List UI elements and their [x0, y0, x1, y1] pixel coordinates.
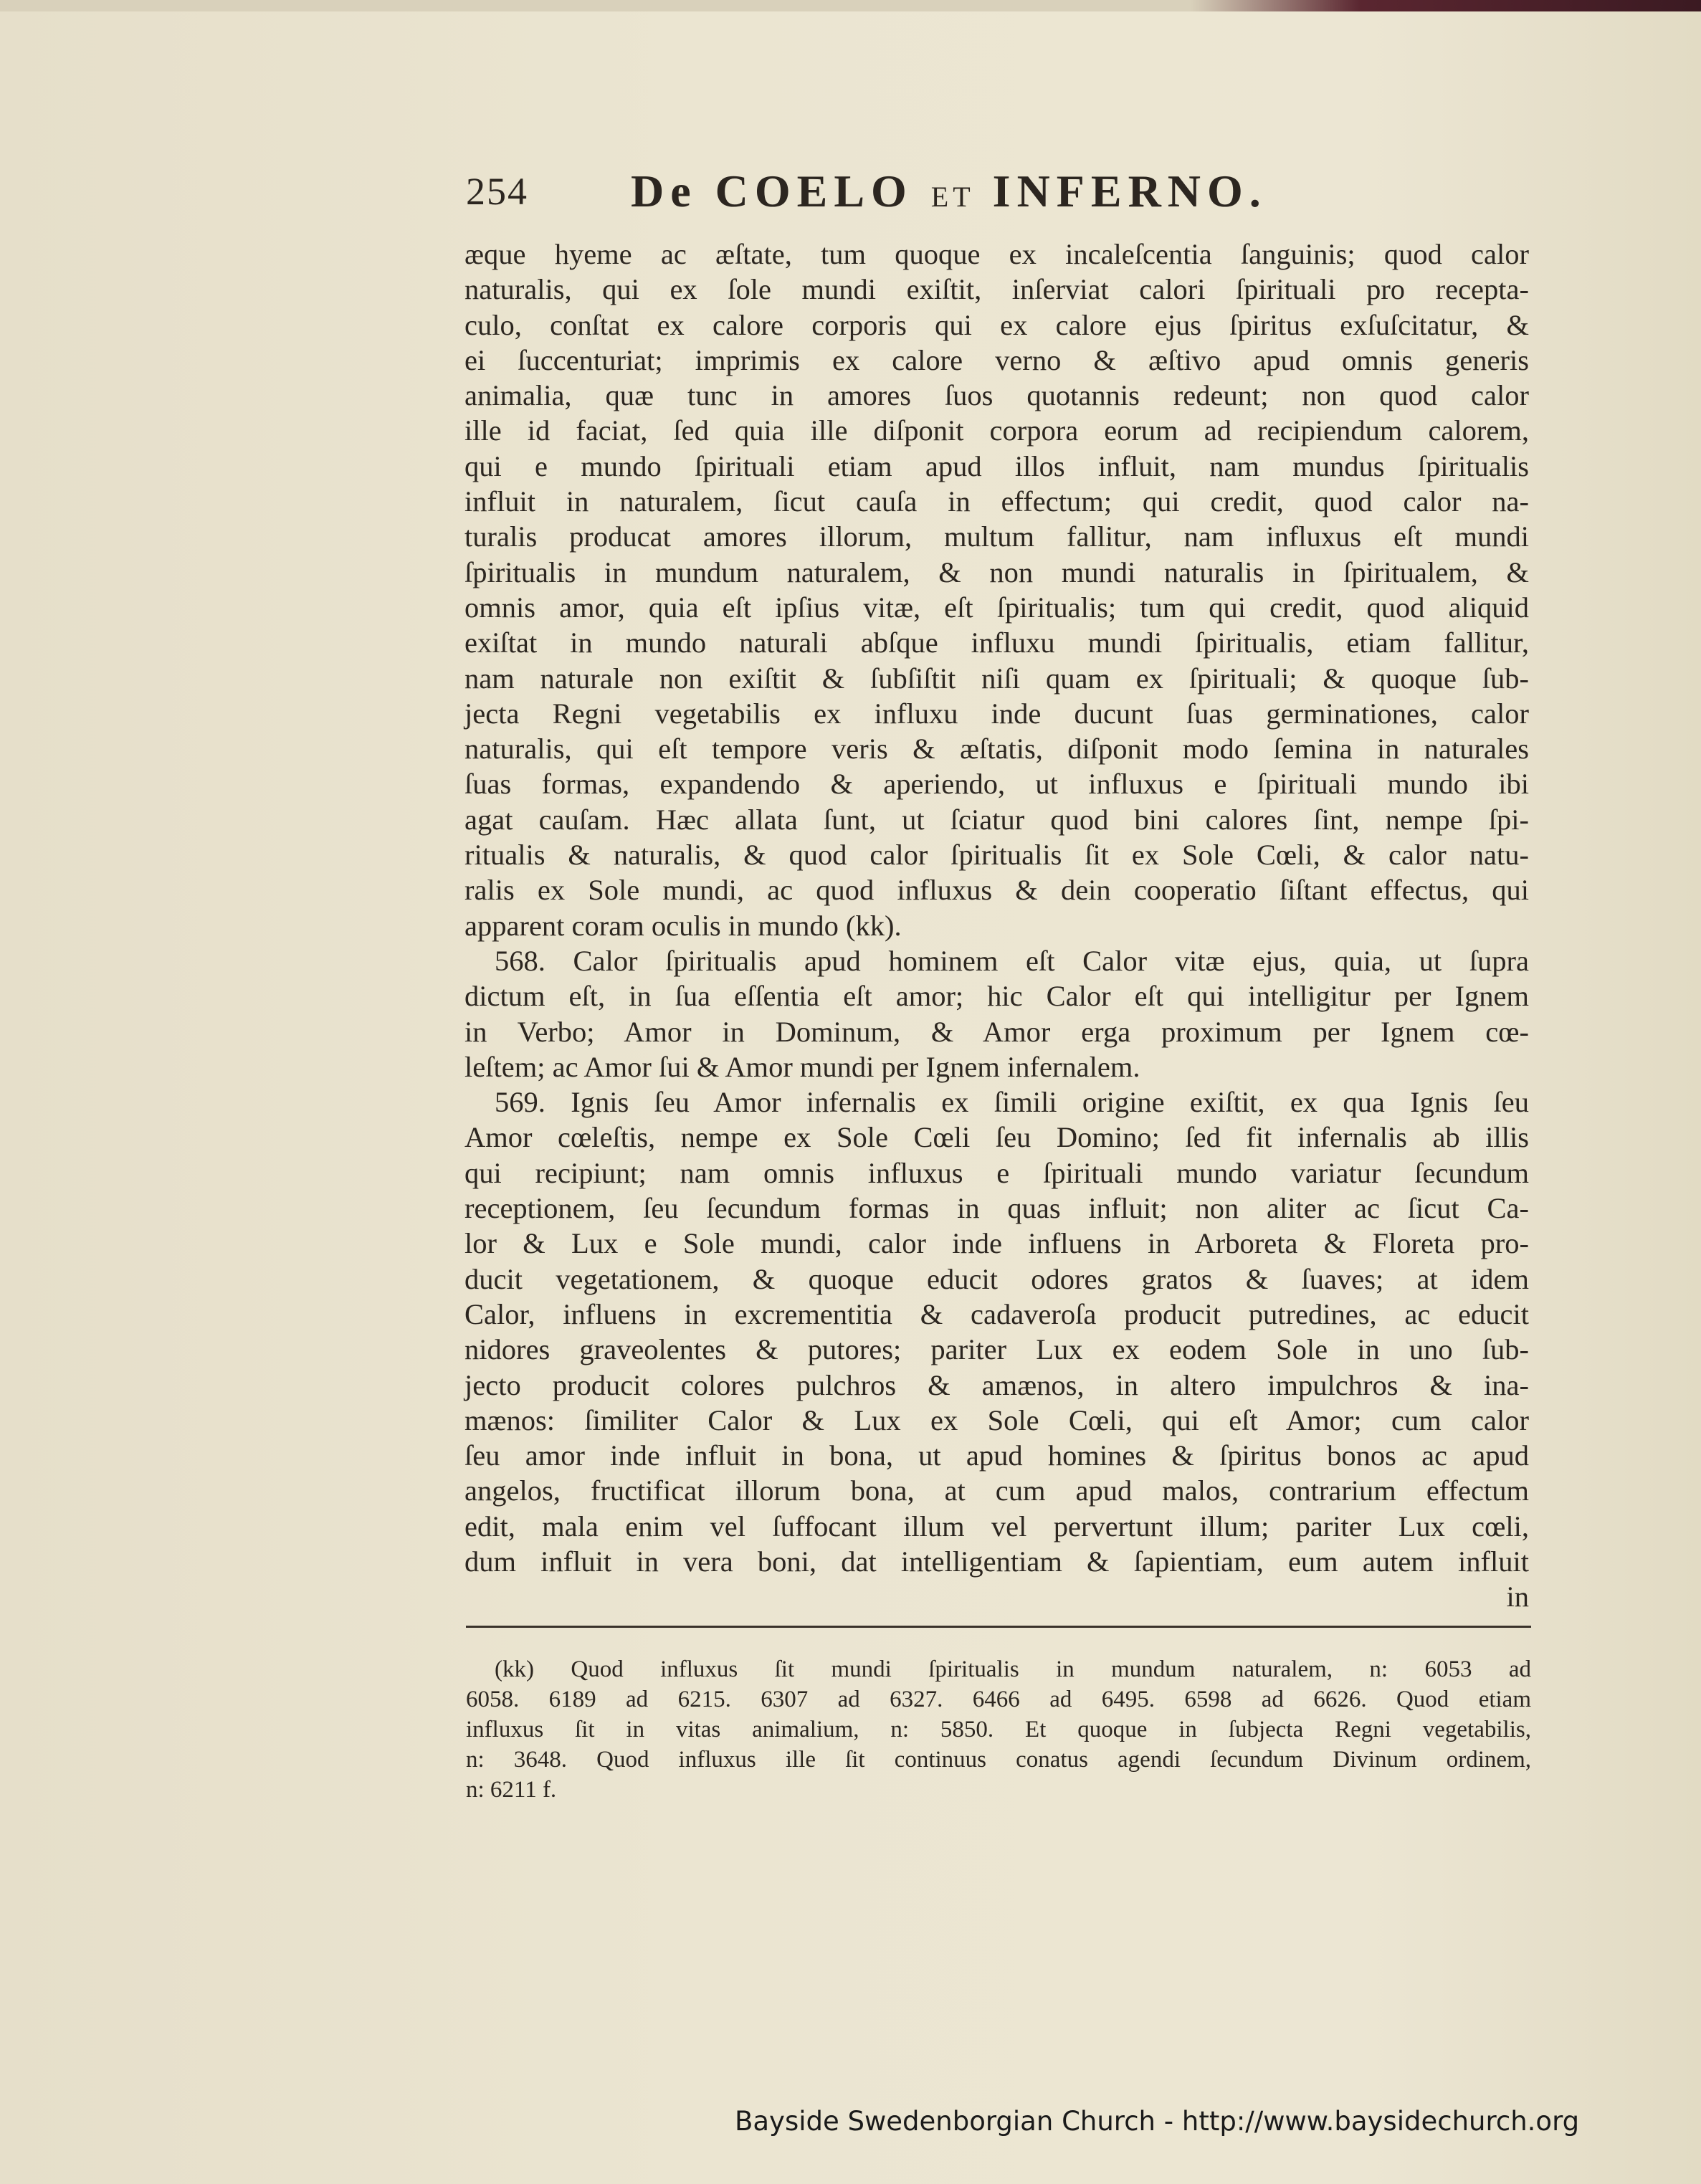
body-line: nidores graveolentes & putores; pariter Lux ex eodem Sole in uno ſub- — [464, 1333, 1529, 1366]
footnote-line: 6058. 6189 ad 6215. 6307 ad 6327. 6466 ad 6495. 6598 ad 6626. Quod etiam — [466, 1687, 1531, 1712]
title-coelo: COELO — [715, 166, 913, 216]
body-line: ducit vegetationem, & quoque educit odores gratos & ſuaves; at idem — [464, 1262, 1529, 1295]
body-line: jecto producit colores pulchros & amænos, in altero impulchros & ina- — [464, 1368, 1529, 1401]
footnote-line: (kk) Quod influxus ſit mundi ſpiritualis in mundum naturalem, n: 6053 ad — [495, 1656, 1531, 1682]
body-line: edit, mala enim vel ſuffocant illum vel pervertunt illum; pariter Lux cœli, — [464, 1510, 1529, 1542]
body-line: dictum eſt, in ſua eſſentia eſt amor; hic Calor eſt qui intelligitur per Ignem — [464, 980, 1529, 1013]
body-line: æque hyeme ac æſtate, tum quoque ex incaleſcentia ſanguinis; quod calor — [464, 238, 1529, 270]
body-line: ei ſuccenturiat; imprimis ex calore verno & æſtivo apud omnis generis — [464, 343, 1529, 376]
body-line: animalia, quæ tunc in amores ſuos quotannis redeunt; non quod calor — [464, 379, 1529, 412]
body-text — [464, 237, 1529, 1615]
body-line: Calor, influens in excrementitia & cadaveroſa producit putredines, ac educit — [464, 1297, 1529, 1330]
running-header — [466, 165, 1391, 222]
paragraph-568-start: 568. Calor ſpiritualis apud hominem eſt Calor vitæ ejus, quia, ut ſupra — [495, 944, 1529, 977]
body-line: mænos: ſimiliter Calor & Lux ex Sole Cœli, qui eſt Amor; cum calor — [464, 1403, 1529, 1436]
footnotes — [466, 1654, 1531, 1805]
body-line: qui recipiunt; nam omnis influxus e ſpirituali mundo variatur ſecundum — [464, 1156, 1529, 1189]
catchword: in — [1506, 1580, 1529, 1613]
body-line: ralis ex Sole mundi, ac quod influxus & dein cooperatio ſiſtant effectus, qui — [464, 874, 1529, 907]
body-line: exiſtat in mundo naturali abſque influxu mundi ſpiritualis, etiam fallitur, — [464, 626, 1529, 659]
body-line: agat cauſam. Hæc allata ſunt, ut ſciatur quod bini calores ſint, nempe ſpi- — [464, 803, 1529, 836]
body-line: in Verbo; Amor in Dominum, & Amor erga proximum per Ignem cœ- — [464, 1015, 1529, 1048]
body-line: jecta Regni vegetabilis ex influxu inde ducunt ſuas germinationes, calor — [464, 697, 1529, 730]
body-line: receptionem, ſeu ſecundum formas in quas influit; non aliter ac ſicut Ca- — [464, 1192, 1529, 1225]
footnote-rule — [466, 1626, 1531, 1628]
body-line: ſpiritualis in mundum naturalem, & non mundi naturalis in ſpiritualem, & — [464, 555, 1529, 588]
paragraph-569-start: 569. Ignis ſeu Amor infernalis ex ſimili origine exiſtit, ex qua Ignis ſeu — [495, 1086, 1529, 1119]
body-line: lor & Lux e Sole mundi, calor inde influens in Arboreta & Floreta pro- — [464, 1227, 1529, 1260]
body-line: angelos, fructificat illorum bona, at cum apud malos, contrarium effectum — [464, 1474, 1529, 1507]
footnote-line: influxus ſit in vitas animalium, n: 5850. Et quoque in ſubjecta Regni vegetabilis, — [466, 1717, 1531, 1742]
body-line: leſtem; ac Amor ſui & Amor mundi per Ignem infernalem. — [464, 1050, 1140, 1083]
body-line: influit in naturalem, ſicut cauſa in effectum; qui credit, quod calor na- — [464, 485, 1529, 518]
body-line: naturalis, qui eſt tempore veris & æſtatis, diſponit modo ſemina in naturales — [464, 733, 1529, 766]
body-line: ille id faciat, ſed quia ille diſponit corpora eorum ad recipiendum calorem, — [464, 414, 1529, 447]
body-line: omnis amor, quia eſt ipſius vitæ, eſt ſpiritualis; tum qui credit, quod aliquid — [464, 591, 1529, 624]
body-line: apparent coram oculis in mundo (kk). — [464, 909, 902, 942]
title-de: De — [631, 166, 697, 216]
footnote-line: n: 6211 f. — [466, 1777, 557, 1803]
footnote-line: n: 3648. Quod influxus ille ſit continuus conatus agendi ſecundum Divinum ordinem, — [466, 1747, 1531, 1773]
body-line: naturalis, qui ex ſole mundi exiſtit, inſerviat calori ſpirituali pro recepta- — [464, 273, 1529, 306]
body-line: nam naturale non exiſtit & ſubſiſtit niſi quam ex ſpirituali; & quoque ſub- — [464, 662, 1529, 695]
running-title — [631, 165, 1267, 218]
body-line: Amor cœleſtis, nempe ex Sole Cœli ſeu Domino; ſed fit infernalis ab illis — [464, 1121, 1529, 1154]
body-line: ſuas formas, expandendo & aperiendo, ut influxus e ſpirituali mundo ibi — [464, 768, 1529, 801]
title-inferno: INFERNO. — [992, 166, 1267, 216]
body-line: dum influit in vera boni, dat intelligentiam & ſapientiam, eum autem influit — [464, 1545, 1529, 1578]
body-line: turalis producat amores illorum, multum fallitur, nam influxus eſt mundi — [464, 520, 1529, 553]
body-line: culo, conſtat ex calore corporis qui ex calore ejus ſpiritus exſuſcitatur, & — [464, 308, 1529, 341]
body-line: qui e mundo ſpirituali etiam apud illos influit, nam mundus ſpiritualis — [464, 449, 1529, 482]
page-number: 254 — [466, 170, 528, 213]
body-line: ſeu amor inde influit in bona, ut apud homines & ſpiritus bonos ac apud — [464, 1439, 1529, 1472]
title-et: ET — [930, 181, 975, 213]
page-edge — [0, 0, 1701, 11]
body-line: ritualis & naturalis, & quod calor ſpiritualis ſit ex Sole Cœli, & calor natu- — [464, 839, 1529, 872]
source-watermark: Bayside Swedenborgian Church - http://www.baysidechurch.org — [735, 2106, 1580, 2137]
